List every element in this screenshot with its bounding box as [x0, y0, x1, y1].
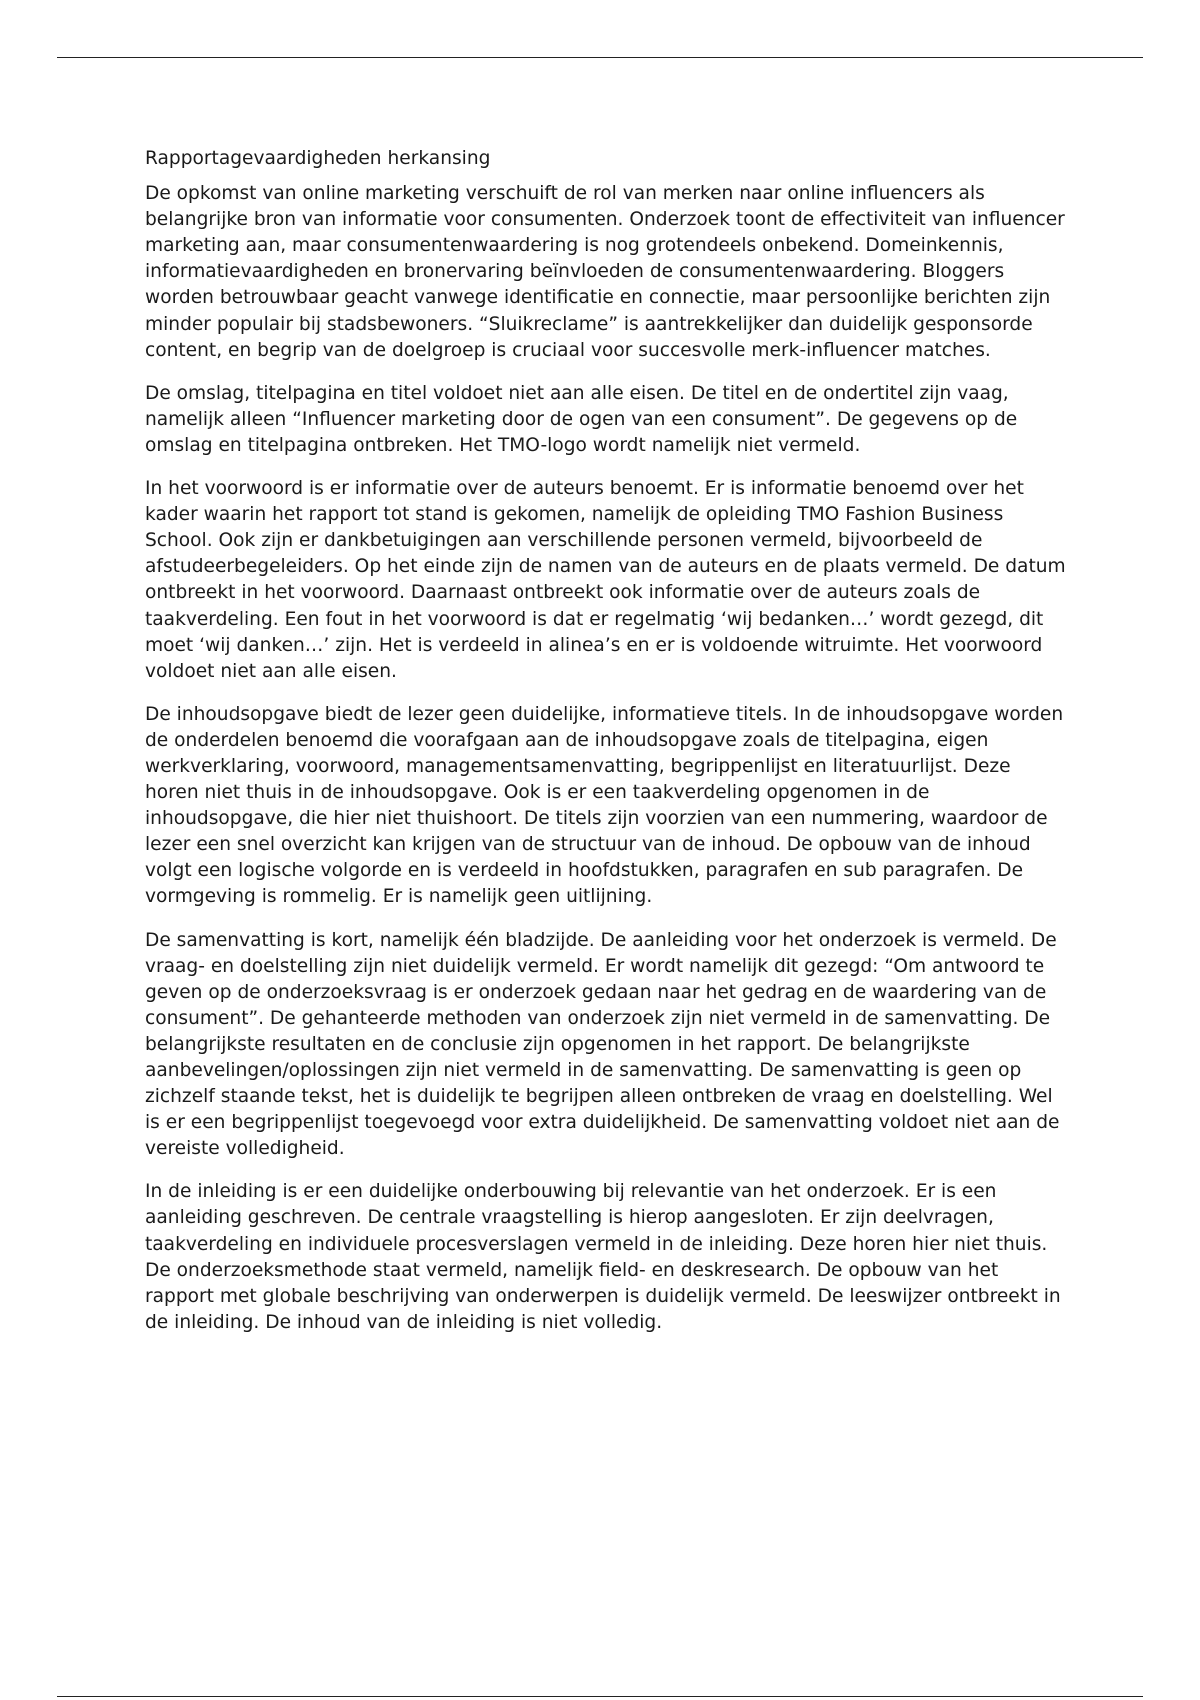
footer-rule: [57, 1696, 1143, 1697]
header-rule: [57, 57, 1143, 58]
paragraph-introduction: In de inleiding is er een duidelijke onderbouwing bij relevantie van het onderzoek. Er is een aanleiding geschreven. De centrale vraagstelling is hierop aangesloten. Er zijn deelvragen, taakverdeling en individuele procesverslagen vermeld in de inleiding. Deze horen hier niet thuis. De onderzoeksmethode staat vermeld, namelijk field- en deskresearch. De opbouw van het rapport met globale beschrijving van onderwerpen is duidelijk vermeld. De leeswijzer ontbreekt in de inleiding. De inhoud van de inleiding is niet volledig.: [145, 1181, 1061, 1333]
paragraph-cover-title: De omslag, titelpagina en titel voldoet niet aan alle eisen. De titel en de ondertitel zijn vaag, namelijk alleen “Influencer marketing door de ogen van een consument”. De gegevens op de omslag en titelpagina ontbreken. Het TMO-logo wordt namelijk niet vermeld.: [145, 382, 1018, 456]
document-title: Rapportagevaardigheden herkansing: [145, 148, 491, 169]
paragraph-preface: In het voorwoord is er informatie over de auteurs benoemt. Er is informatie benoemd over het kader waarin het rapport tot stand is gekomen, namelijk de opleiding TMO Fashion Business School. Ook zijn er dankbetuigingen aan verschillende personen vermeld, bijvoorbeeld de afstudeerbegeleiders. Op het einde zijn de namen van de auteurs en de plaats vermeld. De datum ontbreekt in het voorwoord. Daarnaast ontbreekt ook informatie over de auteurs zoals de taakverdeling. Een fout in het voorwoord is dat er regelmatig ‘wij bedanken…’ wordt gezegd, dit moet ‘wij danken…’ zijn. Het is verdeeld in alinea’s en er is voldoende witruimte. Het voorwoord voldoet niet aan alle eisen.: [145, 478, 1066, 682]
paragraph-abstract: De samenvatting is kort, namelijk één bladzijde. De aanleiding voor het onderzoek is vermeld. De vraag- en doelstelling zijn niet duidelijk vermeld. Er wordt namelijk dit gezegd: “Om antwoord te geven op de onderzoeksvraag is er onderzoek gedaan naar het gedrag en de waardering van de consument”. De gehanteerde methoden van onderzoek zijn niet vermeld in de samenvatting. De belangrijkste resultaten en de conclusie zijn opgenomen in het rapport. De belangrijkste aanbevelingen/oplossingen zijn niet vermeld in de samenvatting. De samenvatting is geen op zichzelf staande tekst, het is duidelijk te begrijpen alleen ontbreken de vraag en doelstelling. Wel is er een begrippenlijst toegevoegd voor extra duidelijkheid. De samenvatting voldoet niet aan de vereiste volledigheid.: [145, 929, 1060, 1160]
paragraph-table-of-contents: De inhoudsopgave biedt de lezer geen duidelijke, informatieve titels. In de inhoudsopgave worden de onderdelen benoemd die voorafgaan aan de inhoudsopgave zoals de titelpagina, eigen werkverklaring, voorwoord, managementsamenvatting, begrippenlijst en literatuurlijst. Deze horen niet thuis in de inhoudsopgave. Ook is er een taakverdeling opgenomen in de inhoudsopgave, die hier niet thuishoort. De titels zijn voorzien van een nummering, waardoor de lezer een snel overzicht kan krijgen van de structuur van de inhoud. De opbouw van de inhoud volgt een logische volgorde en is verdeeld in hoofdstukken, paragrafen en sub paragrafen. De vormgeving is rommelig. Er is namelijk geen uitlijning.: [145, 703, 1064, 908]
paragraph-summary: De opkomst van online marketing verschuift de rol van merken naar online influencers als belangrijke bron van informatie voor consumenten. Onderzoek toont de effectiviteit van influencer marketing aan, maar consumentenwaardering is nog grotendeels onbekend. Domeinkennis, informatievaardigheden en bronervaring beïnvloeden de consumentenwaardering. Bloggers worden betrouwbaar geacht vanwege identificatie en connectie, maar persoonlijke berichten zijn minder populair bij stadsbewoners. “Sluikreclame” is aantrekkelijker dan duidelijk gesponsorde content, en begrip van de doelgroep is cruciaal voor succesvolle merk-influencer matches.: [145, 183, 1065, 361]
document-body: [145, 146, 1070, 1353]
